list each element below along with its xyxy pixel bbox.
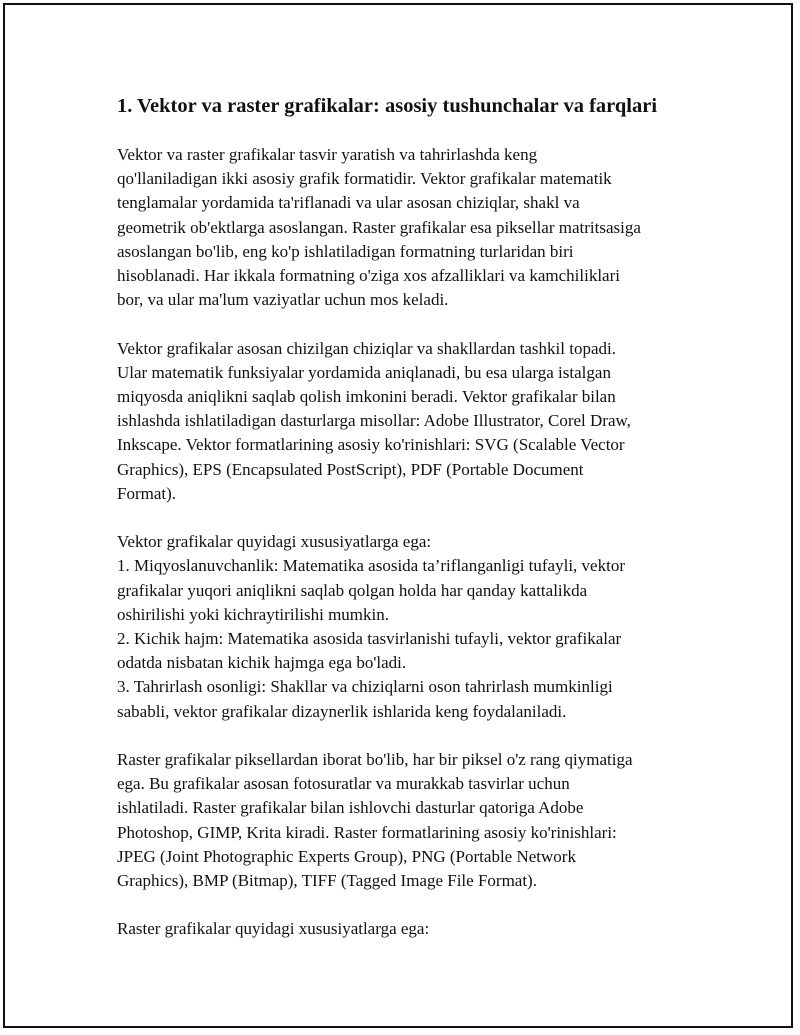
text-line: tenglamalar yordamida ta'riflanadi va ular asosan chiziqlar, shakl va: [117, 193, 580, 213]
text-line: JPEG (Joint Photographic Experts Group), PNG (Portable Network: [117, 846, 576, 866]
text-line: ishlatiladi. Raster grafikalar bilan ishlovchi dasturlar qatoriga Adobe: [117, 798, 584, 818]
section-heading: 1. Vektor va raster grafikalar: asosiy tushunchalar va farqlari: [117, 95, 658, 117]
paragraph-gap: [117, 506, 707, 530]
text-line: miqyosda aniqlikni saqlab qolish imkonini beradi. Vektor grafikalar bilan: [117, 387, 616, 407]
text-line: hisoblanadi. Har ikkala formatning o'ziga xos afzalliklari va kamchiliklari: [117, 266, 620, 286]
text-line: Graphics), BMP (Bitmap), TIFF (Tagged Image File Format).: [117, 871, 537, 891]
paragraph-raster-properties: [117, 917, 707, 941]
text-line: oshirilishi yoki kichraytirilishi mumkin.: [117, 604, 389, 624]
paragraph-gap: [117, 724, 707, 748]
text-line: Inkscape. Vektor formatlarining asosiy ko'rinishlari: SVG (Scalable Vector: [117, 435, 625, 455]
paragraph-gap: [117, 893, 707, 917]
list-item: 2. Kichik hajm: Matematika asosida tasvirlanishi tufayli, vektor grafikalar: [117, 629, 622, 649]
text-line: Format).: [117, 483, 177, 503]
list-item: 1. Miqyoslanuvchanlik: Matematika asosida ta’riflanganligi tufayli, vektor: [117, 556, 625, 576]
text-line: asoslangan bo'lib, eng ko'p ishlatiladigan formatning turlaridan biri: [117, 241, 574, 261]
text-line: sababli, vektor grafikalar dizaynerlik ishlarida keng foydalaniladi.: [117, 701, 567, 721]
list-item: 3. Tahrirlash osonligi: Shakllar va chiziqlarni oson tahrirlash mumkinligi: [117, 677, 613, 697]
document-body: [117, 92, 707, 942]
text-line: Photoshop, GIMP, Krita kiradi. Raster formatlarining asosiy ko'rinishlari:: [117, 822, 617, 842]
text-line: ega. Bu grafikalar asosan fotosuratlar va murakkab tasvirlar uchun: [117, 774, 570, 794]
text-line: Graphics), EPS (Encapsulated PostScript), PDF (Portable Document: [117, 459, 584, 479]
text-line: grafikalar yuqori aniqlikni saqlab qolgan holda har qanday kattalikda: [117, 580, 588, 600]
text-line: Raster grafikalar piksellardan iborat bo'lib, har bir piksel o'z rang qiymatiga: [117, 750, 633, 770]
text-line: Vektor va raster grafikalar tasvir yaratish va tahrirlashda keng: [117, 145, 538, 164]
text-line: bor, va ular ma'lum vaziyatlar uchun mos keladi.: [117, 290, 449, 310]
text-line: odatda nisbatan kichik hajmga ega bo'ladi.: [117, 653, 407, 673]
text-line: Raster grafikalar quyidagi xususiyatlarga ega:: [117, 919, 430, 939]
text-line: Ular matematik funksiyalar yordamida aniqlanadi, bu esa ularga istalgan: [117, 362, 611, 382]
paragraph-intro: [117, 143, 707, 312]
paragraph-vector-properties: [117, 530, 707, 724]
text-line: ishlashda ishlatiladigan dasturlarga misollar: Adobe Illustrator, Corel Draw,: [117, 411, 631, 431]
paragraph-raster-description: [117, 748, 707, 893]
text-line: Vektor grafikalar asosan chizilgan chiziqlar va shakllardan tashkil topadi.: [117, 338, 616, 358]
paragraph-gap: [117, 312, 707, 336]
text-line: qo'llaniladigan ikki asosiy grafik formatidir. Vektor grafikalar matematik: [117, 169, 612, 189]
text-line: Vektor grafikalar quyidagi xususiyatlarga ega:: [117, 532, 432, 552]
text-line: geometrik ob'ektlarga asoslangan. Raster grafikalar esa piksellar matritsasiga: [117, 217, 641, 237]
paragraph-vector-description: [117, 337, 707, 506]
